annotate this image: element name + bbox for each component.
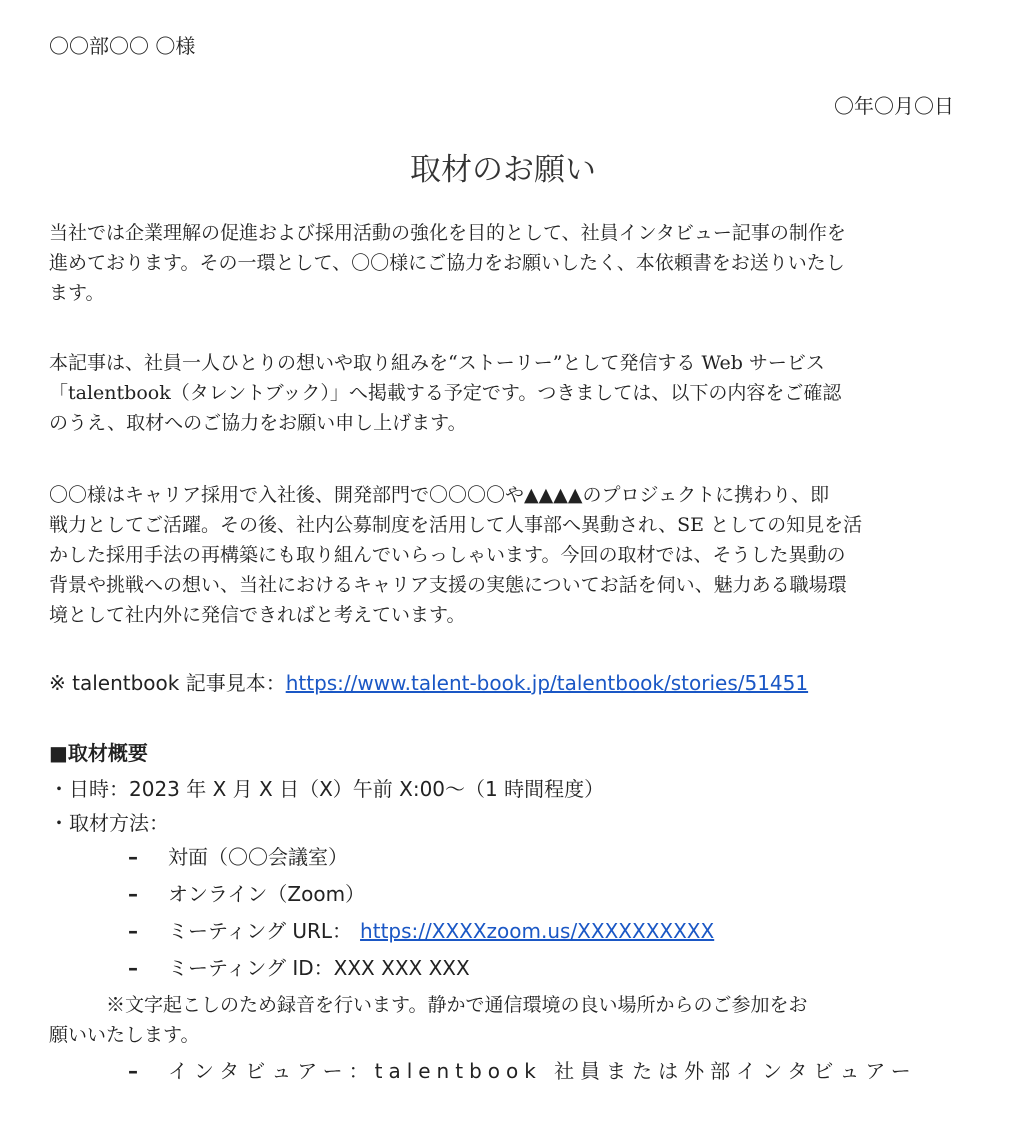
datetime-item: ・日時：2023 年 X 月 X 日（X）午前 X:00～（1 時間程度） [49, 777, 605, 801]
article-sample-note [49, 668, 808, 698]
paragraph-line: 境として社内外に発信できればと考えています。 [49, 604, 466, 626]
paragraph-line: 〇〇様はキャリア採用で入社後、開発部門で〇〇〇〇や▲▲▲▲のプロジェクトに携わり、即 [49, 484, 830, 506]
purpose-paragraph [49, 348, 957, 438]
dash-bullet: – [128, 919, 138, 943]
meeting-id-item [128, 953, 470, 983]
dash-bullet: – [128, 882, 138, 906]
document-title: 取材のお願い [410, 152, 596, 188]
document-date: 〇年〇月〇日 [834, 94, 954, 118]
recording-note [49, 990, 957, 1050]
method-item-inperson [128, 842, 348, 872]
method-label: ・取材方法： [49, 811, 169, 835]
dash-bullet: – [128, 1059, 138, 1083]
dash-bullet: – [128, 956, 138, 980]
method-text: 対面（〇〇会議室） [168, 845, 348, 869]
recording-note-line: 願いいたします。 [49, 1024, 200, 1046]
recording-note-line: ※文字起こしのため録音を行います。静かで通信環境の良い場所からのご参加をお [49, 994, 808, 1016]
intro-paragraph [49, 218, 957, 308]
interviewer-text: インタビュアー：talentbook 社員または外部インタビュアー [168, 1059, 917, 1083]
article-sample-label: ※ talentbook 記事見本： [49, 671, 286, 695]
meeting-id-text: ミーティング ID：XXX XXX XXX [168, 956, 470, 980]
meeting-url-link[interactable]: https://XXXXzoom.us/XXXXXXXXXX [360, 919, 715, 943]
paragraph-line: かした採用手法の再構築にも取り組んでいらっしゃいます。今回の取材では、そうした異動の [49, 544, 846, 566]
paragraph-line: 「talentbook（タレントブック）」へ掲載する予定です。つきましては、以下の内容をご確認 [49, 382, 842, 404]
salutation: 〇〇部〇〇 〇様 [49, 34, 196, 58]
meeting-url-label: ミーティング URL： [168, 919, 353, 943]
article-sample-link[interactable]: https://www.talent-book.jp/talentbook/stories/51451 [285, 671, 809, 695]
paragraph-line: 本記事は、社員一人ひとりの想いや取り組みを“ストーリー”として発信する Web サービス [49, 352, 825, 374]
paragraph-line: 戦力としてご活躍。その後、社内公募制度を活用して人事部へ異動され、SE としての知見を活 [49, 514, 863, 536]
section-heading: ■取材概要 [49, 741, 148, 765]
dash-bullet: – [128, 845, 138, 869]
meeting-url-item [128, 916, 714, 946]
paragraph-line: 背景や挑戦への想い、当社におけるキャリア支援の実態についてお話を伺い、魅力ある職場環 [49, 574, 847, 596]
paragraph-line: のうえ、取材へのご協力をお願い申し上げます。 [49, 412, 467, 434]
method-item-online [128, 879, 365, 909]
interviewer-item [128, 1056, 957, 1086]
paragraph-line: 当社では企業理解の促進および採用活動の強化を目的として、社員インタビュー記事の制作を [49, 222, 846, 244]
method-text: オンライン（Zoom） [168, 882, 366, 906]
paragraph-line: ます。 [49, 282, 105, 304]
background-paragraph [49, 480, 957, 630]
paragraph-line: 進めております。その一環として、〇〇様にご協力をお願いしたく、本依頼書をお送りいたし [49, 252, 845, 274]
